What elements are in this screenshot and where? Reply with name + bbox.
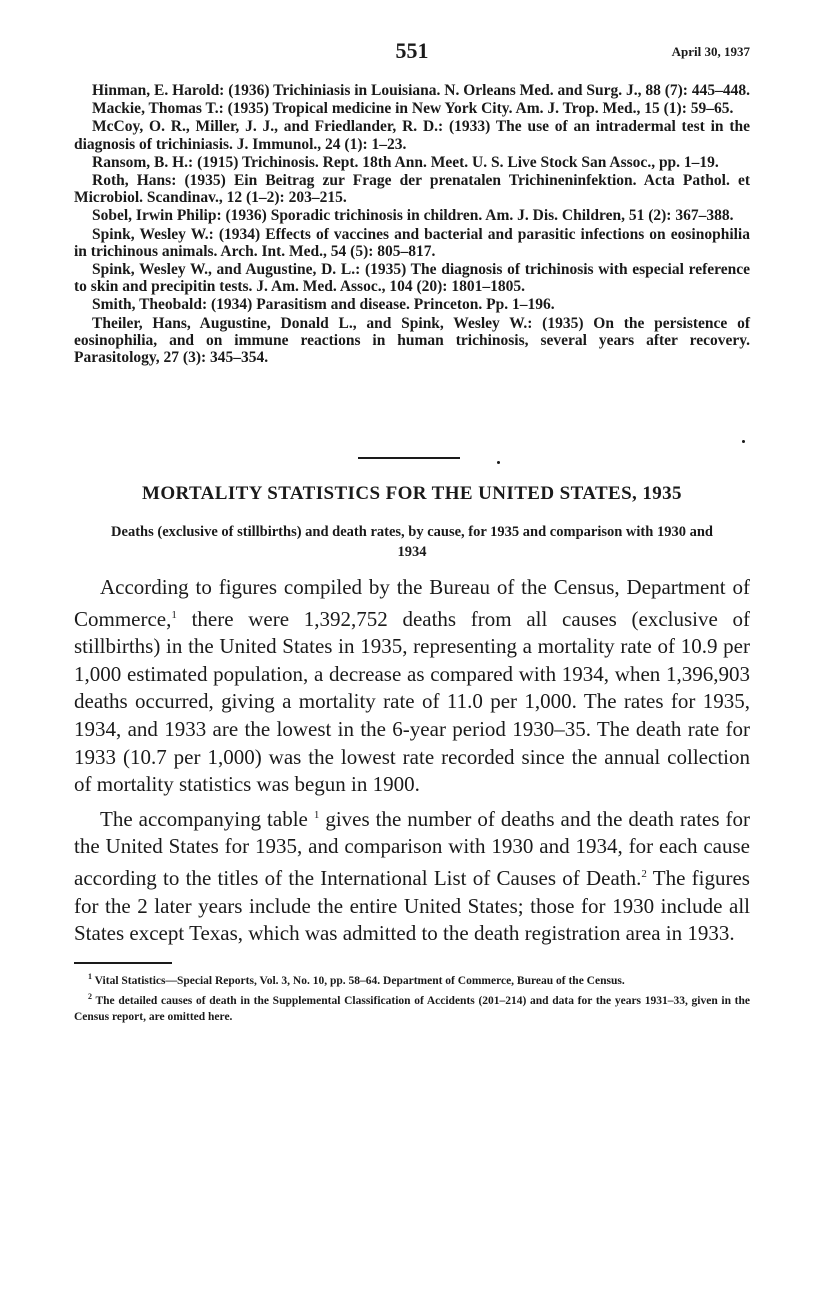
reference-item: McCoy, O. R., Miller, J. J., and Friedlander, R. D.: (1933) The use of an intradermal test in the diagnosis of trichiniasis. J. Immunol., 24 (1): 1–23. [74,118,750,153]
reference-item: Theiler, Hans, Augustine, Donald L., and Spink, Wesley W.: (1935) On the persistence of eosinophilia, and on immune reactions in human trichinosis, several years after recovery. Parasitology, 27 (3): 345–354. [74,314,750,367]
footnote-mark: 2 [88,991,92,1001]
footnote [74,969,750,989]
paragraph-text: gives the number of deaths and the death rates for the United States for 1935, and comparison with 1930 and 1934, for each cause according to the titles of the International List of Causes of Death. [74,806,750,890]
footnote-text: The detailed causes of death in the Supplemental Classification of Accidents (201–214) and data for the years 1931–33, given in the Census report, are omitted here. [74,994,750,1023]
reference-item: Spink, Wesley W.: (1934) Effects of vaccines and bacterial and parasitic infections on eosinophilia in trichinous animals. Arch. Int. Med., 54 (5): 805–817. [74,225,750,260]
footnote-ref: 2 [641,867,647,880]
footnote-mark: 1 [88,972,92,981]
article-subtitle: Deaths (exclusive of stillbirths) and death rates, by cause, for 1935 and comparison with 1930 and 1934 [111,524,713,560]
paragraph [74,802,750,948]
page-number: 551 [395,38,429,63]
stray-mark [742,440,745,443]
reference-list [74,82,750,367]
footnote-ref: 1 [171,608,177,621]
reference-item: Ransom, B. H.: (1915) Trichinosis. Rept. 18th Ann. Meet. U. S. Live Stock San Assoc., pp. 1–19. [92,153,719,171]
paragraph-text: The figures for the 2 later years include the entire United States; those for 1930 include all States except Texas, which was admitted to the death registration area in 1933. [74,865,750,946]
reference-item: Hinman, E. Harold: (1936) Trichiniasis in Louisiana. N. Orleans Med. and Surg. J., 88 (7): 445–448. [92,82,750,99]
issue-date: April 30, 1937 [671,44,750,59]
paragraph [74,574,750,799]
paragraph-text: The accompanying table [100,806,308,831]
reference-item: Mackie, Thomas T.: (1935) Tropical medicine in New York City. Am. J. Trop. Med., 15 (1): 59–65. [92,100,734,118]
paragraph-text: According to figures compiled by the Bureau of the Census, Department of Commerce, [74,575,750,631]
reference-item: Spink, Wesley W., and Augustine, D. L.: (1935) The diagnosis of trichinosis with especial reference to skin and precipitin tests. J. Am. Med. Assoc., 104 (20): 1801–1805. [74,261,750,296]
reference-item: Roth, Hans: (1935) Ein Beitrag zur Frage der prenatalen Trichineninfektion. Acta Pathol. et Microbiol. Scandinav., 12 (1–2): 203–215. [74,172,750,207]
reference-item: Smith, Theobald: (1934) Parasitism and disease. Princeton. Pp. 1–196. [92,296,555,314]
footnote-divider [74,962,172,964]
section-divider [358,457,460,459]
stray-mark [497,461,500,464]
article-body [74,574,750,951]
footnote-ref: 1 [313,808,320,821]
footnotes [74,969,750,1025]
article-title: MORTALITY STATISTICS FOR THE UNITED STATES, 1935 [142,483,682,504]
footnote [74,989,750,1025]
footnote-text: Vital Statistics—Special Reports, Vol. 3, No. 10, pp. 58–64. Department of Commerce, Bureau of the Census. [92,974,625,987]
paragraph-text: there were 1,392,752 deaths from all causes (exclusive of stillbirths) in the United States in 1935, representing a mortality rate of 10.9 per 1,000 estimated population, a decrease as compared with 1934, when 1,396,903 deaths occurred, giving a mortality rate of 11.0 per 1,000. The rates for 1935, 1934, and 1933 are the lowest in the 6-year period 1930–35. The death rate for 1933 (10.7 per 1,000) was the lowest rate recorded since the annual collection of mortality statistics was begun in 1900. [74,606,750,797]
reference-item: Sobel, Irwin Philip: (1936) Sporadic trichinosis in children. Am. J. Dis. Children, 51 (2): 367–388. [92,207,734,225]
page-header [74,38,750,68]
